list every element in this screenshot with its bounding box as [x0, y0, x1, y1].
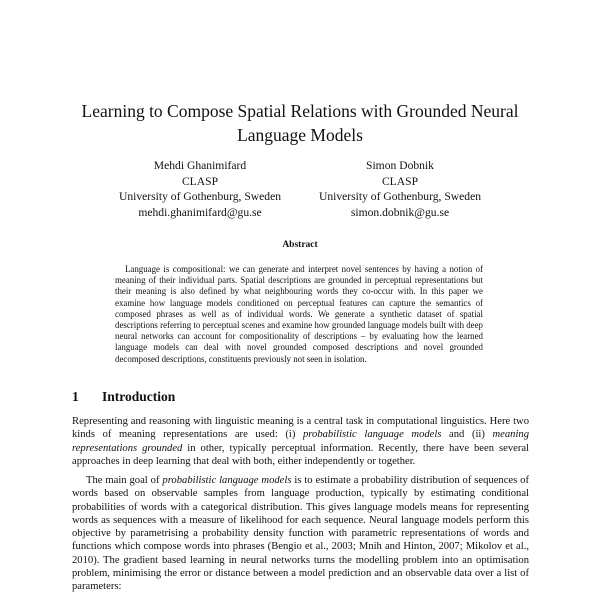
author-name: Mehdi Ghanimifard [153, 159, 247, 172]
author-email[interactable]: simon.dobnik@gu.se [350, 205, 450, 219]
author-name: Simon Dobnik [366, 159, 434, 172]
abstract-heading: Abstract [282, 240, 318, 250]
paper-title: Learning to Compose Spatial Relations with Grounded Neural Language Models [81, 101, 519, 145]
text-run: Representing and reasoning with linguistic meaning is a central task in computational linguistics. Here two kinds of meaning representations are used: (i) [72, 416, 529, 441]
intro-paragraph-1 [72, 415, 529, 468]
emphasis-text: probabilistic language models [162, 475, 292, 486]
section-title: Introduction [102, 389, 176, 404]
text-run: is to estimate a probability distribution of sequences of words based on observable samples from language production, typically by estimating conditional probabilities of words with a categorical distribution. This gives language models means for representing words as sequences with a measure of likelihood for each sequence. Neural language models perform this objective by parametrising a probability density function with parametric representations of words and functions which compose words into phrases (Bengio et al., 2003; Mnih and Hinton, 2007; Mikolov et al., 2010). The gradient based learning in neural networks turns the modelling problem into an optimisation problem, minimising the error or distance between a model prediction and an observable data over a list of parameters: [72, 475, 529, 593]
author-email[interactable]: mehdi.ghanimifard@gu.se [138, 205, 262, 219]
author-org: CLASP [381, 174, 419, 188]
text-run: in other, typically perceptual information. Recently, there have been several approaches in deep learning that deal with both, either independently or together. [72, 442, 529, 467]
section-heading [72, 389, 175, 405]
author-university: University of Gothenburg, Sweden [118, 190, 282, 203]
emphasis-text: probabilistic language models [303, 429, 442, 441]
section-number: 1 [72, 389, 79, 404]
author-university: University of Gothenburg, Sweden [318, 190, 482, 203]
abstract-text: Language is compositional: we can generate and interpret novel sentences by having a notion of meaning of their individual parts. Spatial descriptions are grounded in perceptual representations but their meaning is also defined by what neighbouring words they co-occur with. In this paper we examine how language models conditioned on perceptual features can capture the semantics of composed phrases as well as of individual words. We generate a synthetic dataset of spatial descriptions referring to perceptual scenes and examine how grounded language models built with deep neural networks can account for compositionality of descriptions – by evaluating how the learned language models can deal with novel grounded composed descriptions and novel grounded decomposed descriptions, constituents previously not seen in isolation. [115, 264, 483, 364]
emphasis-text: meaning representations grounded [72, 429, 530, 454]
author-block-2 [285, 158, 515, 220]
author-org: CLASP [181, 174, 219, 188]
author-block-1 [85, 158, 315, 220]
intro-paragraph-2 [72, 474, 529, 594]
text-run: and (ii) [441, 429, 493, 441]
text-run: The main goal of [86, 475, 163, 486]
